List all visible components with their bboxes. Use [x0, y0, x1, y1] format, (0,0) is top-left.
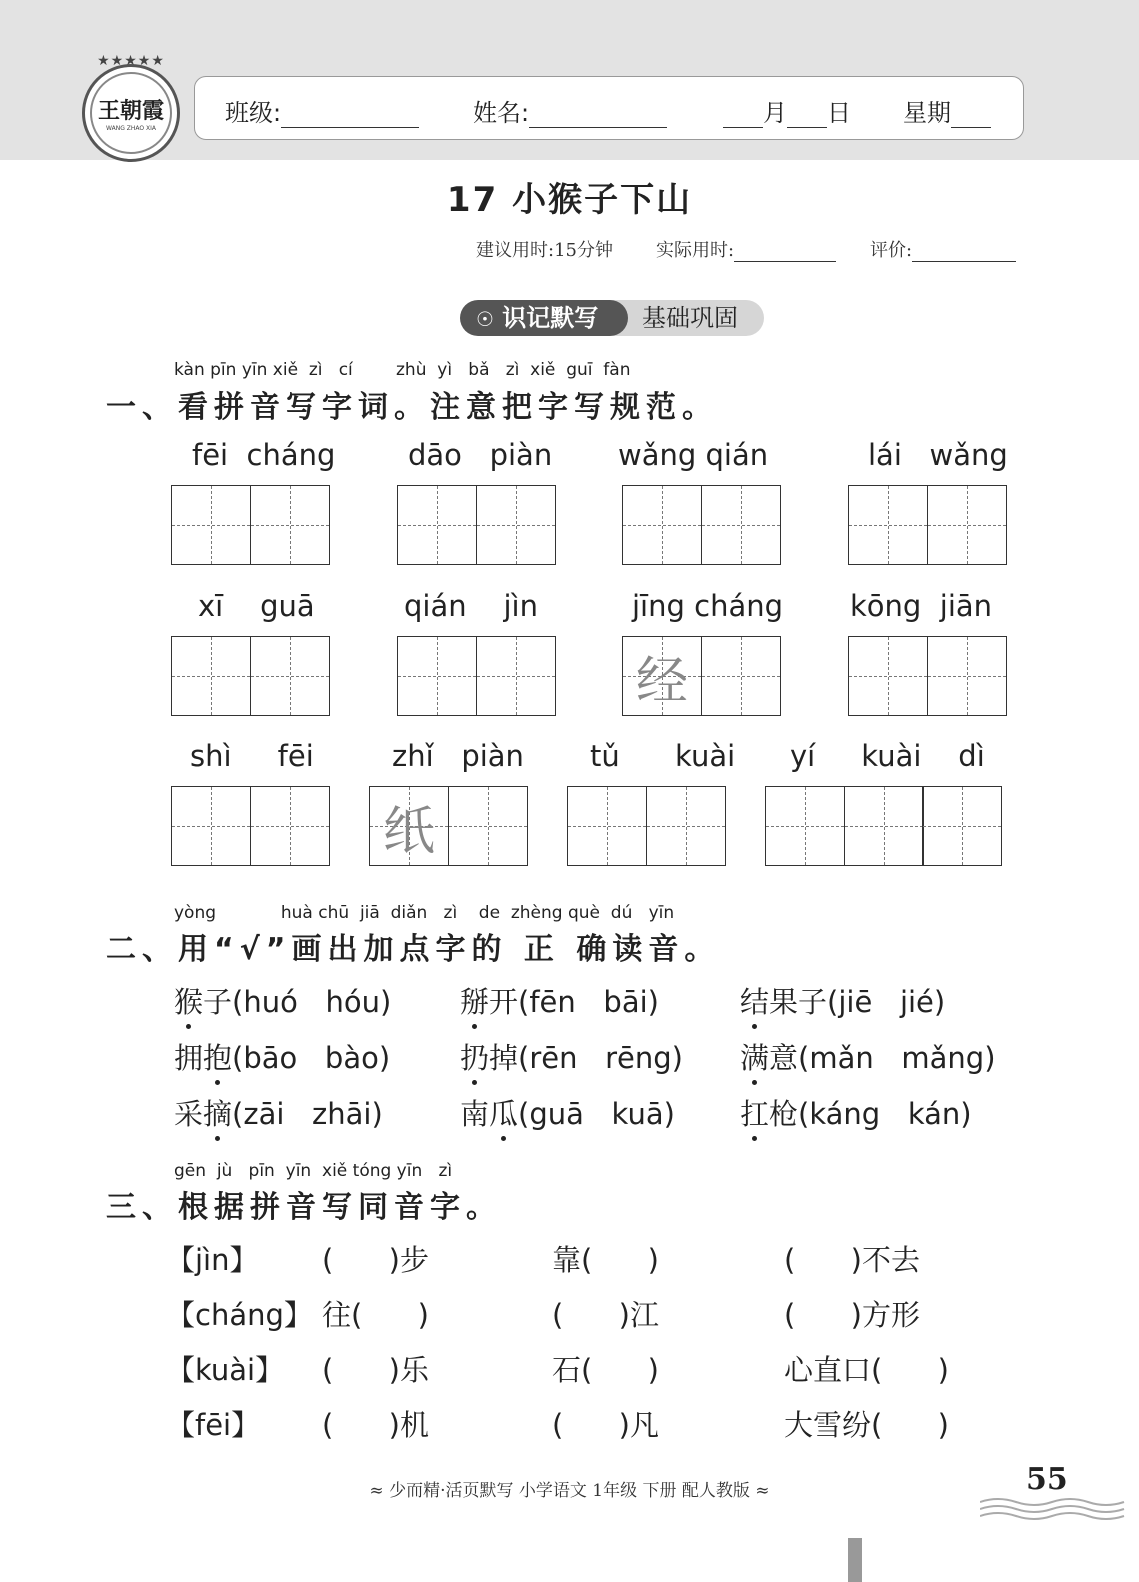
week-label: 星期 [903, 99, 951, 127]
tian-cell[interactable] [622, 485, 702, 565]
tian-grid [171, 786, 328, 866]
tian-cell[interactable] [369, 786, 449, 866]
class-field [225, 93, 419, 128]
tian-cell[interactable] [701, 485, 781, 565]
logo-name: 王朝霞 [97, 98, 164, 124]
week-input[interactable] [951, 105, 991, 128]
q1-word-pinyin: qián jìn [404, 589, 538, 623]
evaluation-input[interactable] [912, 243, 1016, 262]
actual-time-input[interactable] [734, 243, 836, 262]
actual-time-field [656, 236, 836, 262]
q2-pinyin: yòng huà chū jiā diǎn zì de zhèng què dú yīn [174, 903, 675, 923]
tian-cell[interactable] [765, 786, 845, 866]
q1-word-pinyin: zhǐ piàn [392, 739, 524, 773]
q3-row-label: 【jìn】 [166, 1243, 259, 1277]
tian-cell[interactable] [397, 636, 477, 716]
q1-word-pinyin: jīng cháng [632, 589, 784, 623]
logo-sub: WANG ZHAO XIA [106, 125, 156, 132]
class-label: 班级: [225, 99, 282, 127]
q3-blank[interactable]: 心直口( ) [784, 1353, 949, 1387]
tian-cell[interactable] [848, 485, 928, 565]
q3-blank[interactable]: ( )江 [552, 1298, 659, 1332]
name-input[interactable] [529, 105, 667, 128]
q2-item[interactable]: 南瓜(guā kuā) [460, 1092, 675, 1133]
q3-blank[interactable]: 往( ) [322, 1298, 429, 1332]
q3-row-label: 【cháng】 [166, 1298, 313, 1332]
q3-pinyin: gēn jù pīn yīn xiě tóng yīn zì [174, 1161, 453, 1181]
q1-word-pinyin: shì fēi [190, 739, 314, 773]
suggested-time: 建议用时:15分钟 [476, 240, 613, 261]
tian-cell[interactable] [476, 485, 556, 565]
date-field [723, 93, 851, 128]
logo-stars: ★★★★★ [97, 53, 165, 69]
q1-word-pinyin: kōng jiān [850, 589, 993, 623]
q3-blank[interactable]: ( )凡 [552, 1408, 659, 1442]
tian-grid [622, 485, 779, 565]
tian-grid [171, 636, 328, 716]
q3-blank[interactable]: 靠( ) [552, 1243, 659, 1277]
tian-cell[interactable] [922, 786, 1002, 866]
q1-pinyin: kàn pīn yīn xiě zì cí zhù yì bǎ zì xiě guī fàn [174, 360, 631, 380]
tian-cell[interactable] [397, 485, 477, 565]
tian-cell[interactable] [476, 636, 556, 716]
wave-decoration-icon [980, 1494, 1130, 1524]
tian-cell[interactable] [927, 485, 1007, 565]
tian-cell[interactable] [844, 786, 924, 866]
tian-cell[interactable] [171, 485, 251, 565]
tian-cell[interactable] [171, 636, 251, 716]
q2-item[interactable]: 掰开(fēn bāi) [460, 980, 659, 1021]
name-label: 姓名: [473, 99, 530, 127]
q1-word-pinyin: tǔ kuài [590, 739, 736, 773]
tian-grid [567, 786, 724, 866]
tian-cell[interactable] [250, 636, 330, 716]
footer-text: ≈ 少而精·活页默写 小学语文 1年级 下册 配人教版 ≈ [369, 1481, 770, 1501]
tian-grid [397, 485, 554, 565]
q3-blank[interactable]: ( )乐 [322, 1353, 429, 1387]
medal-icon: ☉ [476, 307, 494, 331]
brand-logo [82, 53, 180, 162]
tian-cell[interactable] [848, 636, 928, 716]
tian-cell[interactable] [646, 786, 726, 866]
q2-item[interactable]: 拥抱(bāo bào) [174, 1036, 390, 1077]
tian-grid [622, 636, 779, 716]
month-label: 月 [763, 99, 787, 127]
tian-cell[interactable] [567, 786, 647, 866]
badge-light: 基础巩固 [608, 300, 764, 336]
q2-item[interactable]: 结果子(jiē jié) [740, 980, 945, 1021]
q1-word-pinyin: wǎng qián [618, 438, 769, 472]
q3-row-label: 【fēi】 [166, 1408, 261, 1442]
tian-cell[interactable] [250, 786, 330, 866]
tian-cell[interactable] [927, 636, 1007, 716]
tian-cell[interactable] [701, 636, 781, 716]
actual-time-label: 实际用时: [656, 240, 735, 261]
tian-grid [171, 485, 328, 565]
q3-blank[interactable]: 大雪纷( ) [784, 1408, 949, 1442]
tian-cell[interactable] [171, 786, 251, 866]
page-number: 55 [1026, 1462, 1068, 1497]
q2-item[interactable]: 扔掉(rēn rēng) [460, 1036, 683, 1077]
q2-title: 二、用“√”画出加点字的 正 确读音。 [106, 932, 721, 967]
tian-cell[interactable] [622, 636, 702, 716]
q3-row-label: 【kuài】 [166, 1353, 285, 1387]
student-info-box [194, 76, 1024, 140]
tian-grid [369, 786, 526, 866]
page-title: 17 小猴子下山 [446, 180, 693, 220]
day-label: 日 [827, 99, 851, 127]
name-field [473, 93, 667, 128]
q1-word-pinyin: yí kuài dì [790, 739, 985, 773]
tian-cell[interactable] [250, 485, 330, 565]
example-char: 经 [635, 651, 688, 712]
q3-blank[interactable]: ( )机 [322, 1408, 429, 1442]
q2-item[interactable]: 扛枪(káng kán) [740, 1092, 972, 1133]
month-input[interactable] [723, 105, 763, 128]
day-input[interactable] [787, 105, 827, 128]
evaluation-label: 评价: [870, 240, 913, 261]
q3-blank[interactable]: ( )步 [322, 1243, 429, 1277]
class-input[interactable] [281, 105, 419, 128]
q1-word-pinyin: fēi cháng [192, 438, 336, 472]
q1-word-pinyin: lái wǎng [868, 438, 1008, 472]
q2-item[interactable]: 采摘(zāi zhāi) [174, 1092, 383, 1133]
q3-title: 三、根据拼音写同音字。 [106, 1190, 502, 1225]
week-field [903, 93, 991, 128]
q1-word-pinyin: xī guā [198, 589, 315, 623]
tian-cell[interactable] [448, 786, 528, 866]
tian-grid [765, 786, 1001, 866]
tian-grid [397, 636, 554, 716]
badge-dark-label: 识记默写 [502, 304, 599, 332]
tian-grid [848, 485, 1005, 565]
tian-grid [848, 636, 1005, 716]
q3-blank[interactable]: 石( ) [552, 1353, 659, 1387]
evaluation-field [870, 236, 1016, 262]
q1-word-pinyin: dāo piàn [408, 438, 553, 472]
q2-item[interactable]: 满意(mǎn mǎng) [740, 1036, 996, 1077]
q1-title: 一、看拼音写字词。注意把字写规范。 [106, 390, 718, 425]
q2-item[interactable]: 猴子(huó hóu) [174, 980, 391, 1021]
badge-dark [460, 300, 628, 336]
page-tab-marker [848, 1538, 862, 1582]
q3-blank[interactable]: ( )方形 [784, 1298, 920, 1332]
example-char: 纸 [382, 801, 435, 862]
q3-blank[interactable]: ( )不去 [784, 1243, 920, 1277]
